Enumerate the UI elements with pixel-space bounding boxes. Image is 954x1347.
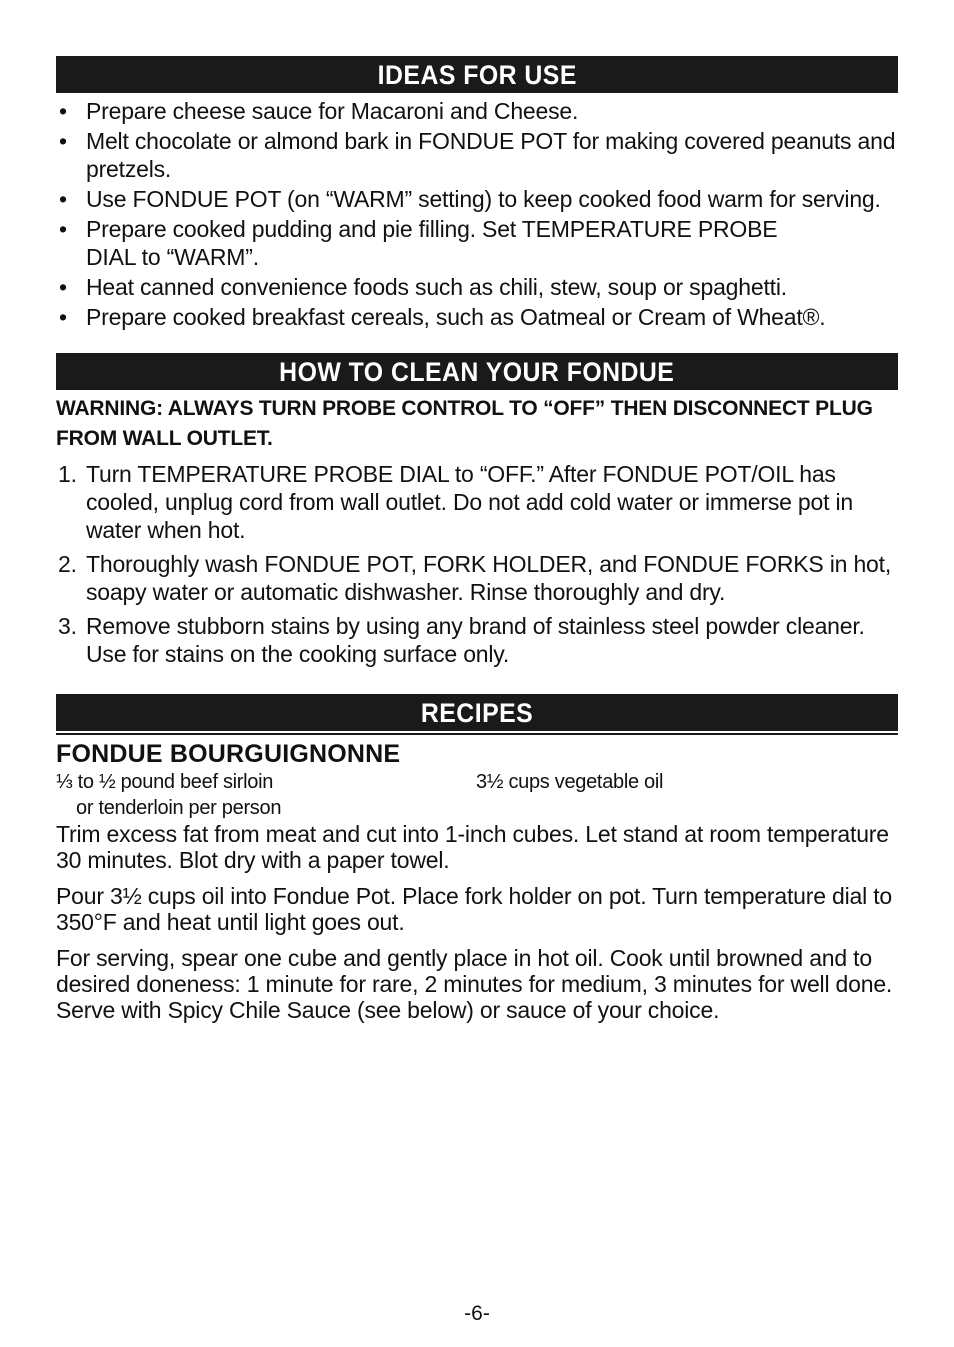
ideas-list-item <box>56 303 898 331</box>
ideas-heading-text: IDEAS FOR USE <box>377 60 577 90</box>
bullet-icon: • <box>59 186 67 212</box>
ideas-list-item <box>56 273 898 301</box>
ideas-item-text: Use FONDUE POT (on “WARM” setting) to keep cooked food warm for serving. <box>86 186 881 212</box>
ideas-list-item <box>56 185 898 213</box>
ideas-item-text: Prepare cooked breakfast cereals, such as Oatmeal or Cream of Wheat®. <box>86 304 826 330</box>
clean-heading-text: HOW TO CLEAN YOUR FONDUE <box>279 357 675 387</box>
divider <box>56 733 898 735</box>
ideas-heading <box>56 56 898 93</box>
warning-text: WARNING: ALWAYS TURN PROBE CONTROL TO “OFF” THEN DISCONNECT PLUG FROM WALL OUTLET. <box>56 397 873 450</box>
step-number: 1. <box>58 461 77 487</box>
recipes-heading-text: RECIPES <box>420 698 534 728</box>
document-page <box>56 56 898 1033</box>
page-number: -6- <box>464 1302 490 1325</box>
recipe-paragraph: Trim excess fat from meat and cut into 1-inch cubes. Let stand at room temperature 30 minutes. Blot dry with a paper towel. <box>56 821 889 873</box>
step-text: Thoroughly wash FONDUE POT, FORK HOLDER, and FONDUE FORKS in hot, soapy water or automatic dishwasher. Rinse thoroughly and dry. <box>86 551 892 605</box>
ideas-list-item <box>56 215 898 271</box>
step-number: 3. <box>58 613 77 639</box>
step-number: 2. <box>58 551 77 577</box>
step-text: Remove stubborn stains by using any brand of stainless steel powder cleaner. Use for stains on the cooking surface only. <box>86 613 865 667</box>
ideas-item-text: Melt chocolate or almond bark in FONDUE POT for making covered peanuts and pretzels. <box>86 128 896 182</box>
recipe-paragraph: For serving, spear one cube and gently place in hot oil. Cook until browned and to desired doneness: 1 minute for rare, 2 minutes for medium, 3 minutes for well done. Serve with Spicy Chile Sauce (see below) or sauce of your choice. <box>56 945 893 1023</box>
ideas-item-text: Heat canned convenience foods such as chili, stew, soup or spaghetti. <box>86 274 787 300</box>
recipe-paragraph: Pour 3½ cups oil into Fondue Pot. Place fork holder on pot. Turn temperature dial to 350°F and heat until light goes out. <box>56 883 892 935</box>
bullet-icon: • <box>59 274 67 300</box>
ingredient-left <box>56 769 456 821</box>
ideas-item-text: Prepare cheese sauce for Macaroni and Cheese. <box>86 98 579 124</box>
ideas-list-item <box>56 97 898 125</box>
bullet-icon: • <box>59 128 67 154</box>
ideas-item-text: Prepare cooked pudding and pie filling. Set TEMPERATURE PROBE DIAL to “WARM”. <box>86 216 778 270</box>
ingredients <box>56 769 898 821</box>
bullet-icon: • <box>59 304 67 330</box>
ideas-list <box>56 97 898 331</box>
clean-step <box>56 460 898 544</box>
clean-steps <box>56 460 898 668</box>
clean-heading <box>56 353 898 390</box>
recipe-title: FONDUE BOURGUIGNONNE <box>56 740 401 768</box>
ideas-list-item <box>56 127 898 183</box>
ingredient-line: or tenderloin per person <box>76 797 282 819</box>
ingredient-line: ⅓ to ½ pound beef sirloin <box>56 771 274 793</box>
clean-step <box>56 550 898 606</box>
ingredient-right: 3½ cups vegetable oil <box>476 771 664 793</box>
step-text: Turn TEMPERATURE PROBE DIAL to “OFF.” After FONDUE POT/OIL has cooled, unplug cord from wall outlet. Do not add cold water or immerse pot in water when hot. <box>86 461 853 543</box>
bullet-icon: • <box>59 216 67 242</box>
recipes-heading <box>56 694 898 731</box>
clean-step <box>56 612 898 668</box>
bullet-icon: • <box>59 98 67 124</box>
